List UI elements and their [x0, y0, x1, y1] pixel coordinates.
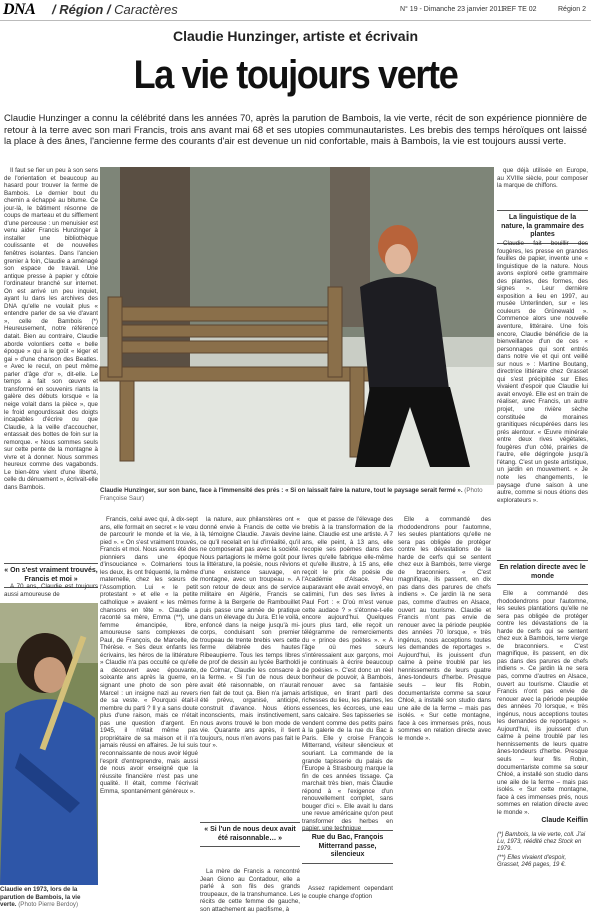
- body-column-6c: [497, 590, 588, 816]
- body-column-2: [100, 516, 198, 901]
- article-kicker: Claudie Hunzinger, artiste et écrivain: [172, 28, 419, 44]
- paragraph: Claudie fait bouillir des fougères, les presse en grandes feuilles de papier, invente une « linguistique de la nature. Nous avons exploré cette grammaire des plantes, des formes, des signes ». Leur dernière exposition a lieu en 1997, au musée Unterlinden, sur « les couleurs de Grünewald ». Commence alors une nouvelle aventure, littéraire. Une fois encore, Claudie bénéficie de la bienveillance d'un de ces « personnages qui sont entrés dans notre vie et qui ont veillé sur nous » : Martine Boutang, directrice littéraire chez Grasset qui s'est précipitée sur Elles vivaient d'espoir que Claudie lui avait envoyé. Elle est en train de réaliser, avec Francis, un autre projet, une rivière sèche constituée de moraines granitiques récupérées dans les prés alentour. « Œuvre minérale entre deux rives végétales, fougères d'un côté, prairies de l'autre, elle dégringole jusqu'à l'étang. C'est un geste artistique, un jardin en mouvement. « Je note les changements, le paysage d'une saison à une autre, comme si nous étions des explorateurs ».: [497, 240, 588, 504]
- footnotes: [497, 832, 588, 871]
- paragraph: La mère de Francis a rencontré Jean Giono au Contadour, elle a parlé à son fils des grands troupeaux, de la transhumance. Les récits de cette femme de gauche, son attachement au pacifisme, à: [200, 868, 300, 913]
- footnote: (*) Bambois, la vie verte, coll. J'ai Lu, 1973, réédité chez Stock en 1979.: [497, 832, 586, 852]
- body-column-5: [398, 516, 491, 904]
- paragraph: que et passe de l'élevage des brebis à la transformation de la laine. Claudie est une artiste. A 7 ans, elle peint, à 13 ans, elle recopie ses poèmes dans des livres qu'elle fabrique elle-même et qu'elle illustre, à 15 ans, elle reçoit le prix de poésie de l'Académie d'Alsace. Peu auparavant elle avait envoyé, en catimini, l'un des ses livres à Paul Fort : « D'où m'est venue cette audace ? » s'étonne-t-elle encore aujourd'hui. Quelques jours plus tard, elle reçoit un télégramme de remerciements du « prince des poètes ». « A l'âge où mes sœurs s'intéressaient aux garçons, moi je continuais à écrire beaucoup de poésies ». C'est donc un réel bonheur de pouvoir, à Bambois, renouer avec sa fantaisie artistique, en tirant parti des richesses du lieu, les plantes, les essences, les écorces, une eau sans calcaire. Ses tapisseries se vendent comme des petits pains à la galerie de la rue du Bac à Paris. Elle y croise François Mitterrand, visiteur silencieux et souriant. La commande de la grande tapisserie du palais de l'Europe à Strasbourg marque la fin de ces années tissage. Ça marchait très bien, mais Claudie répond à « l'exigence d'un renouvellement complet, sans bouger d'ici ». Elle avait lu dans une revue américaine qu'on peut transformer des herbes en papier, une technique: [302, 516, 393, 833]
- article-intro: Claudie Hunzinger a connu la célébrité dans les années 70, après la parution de Bambois, la vie verte, récit de son expérience pionnière de retour à la terre avec son mari Francis, trois ans avant mai 68 et ses utopies communautaristes. Les brebis des temps héroïques ont laissé la place à des ânes, l'ancienne ferme des courants d'air est devenue un nid confortable, mais à Bambois, la vie est toujours aussi verte.: [4, 112, 587, 147]
- section-name: / Région /: [52, 2, 111, 17]
- newspaper-logo: DNA: [3, 1, 36, 18]
- archive-photo-caption: [0, 886, 98, 909]
- page-ref: REF TE 02: [502, 6, 537, 13]
- caption-text: Claudie Hunzinger, sur son banc, face à l'immensité des prés : « Si on laissait faire la nature, tout le paysage serait fermé ».: [100, 487, 463, 494]
- paragraph: Assez rapidement cependant le couple change d'option: [302, 885, 393, 900]
- footnote: (**) Elles vivaient d'espoir, Grasset, 246 pages, 19 €.: [497, 855, 567, 868]
- article-title: La vie toujours verte: [133, 53, 458, 97]
- paragraph: Francis, celui avec qui, à dix-sept ans, elle formait en secret « le vœu de parcourir le monde et la vie, à pied ». « On s'est vraiment trouvés, Francis et moi. Nous avons été des pionniers dans une époque d'insouciance ». Colmariens tous les deux, ils ont fréquenté, la même maternelle, chez les sœurs de l'Assomption. Lui « le petit protestant » et elle « la petite catholique » avaient « les mêmes chansons en tête ». Claudie a raconté sa mère, Emma (**), une femme émancipée, libre, amoureuse sans complexes de Paul, de François, de Marcelle, de Thérèse. « Ses deux enfants les écrivains, les héros de la littérature » Claudie n'a pas occulté ce qu'elle a découvert avec épouvante, soixante ans après la guerre, en signant une photo de son père Marcel : un insigne nazi au revers de sa veste. « Pourquoi était-il membre du parti ? Il y a sans doute plus d'une raison, mais ce n'était pas une question d'argent. En 1945, il n'était même pas propriétaire de sa maison et il n'a jamais réussi en affaires. Je lui suis reconnaissante de nous avoir légué l'esprit d'entreprendre, mais aussi de nous avoir enseigné que la réussite financière n'est pas une qualité. Il était, comme l'écrivait Emma, spontanément généreux ».: [100, 516, 198, 795]
- paragraph: A 70 ans, Claudie est toujours aussi amoureuse de: [4, 583, 98, 598]
- paragraph: la nature, aux philanstères ont « donné envie à Francis de cette vie là, témoigne Claudie. J'avais devine ce qu'il recelait en lui d'irréalité, qu'il ne composerait pas avec la société. Nous partagions le même goût pour la littérature, la poésie, nous rêvions d'une existence sauvage, en montagne, avec un troupeau ». A son retour de deux ans de service militaire en Algérie, Francis se forme à la Bergerie de Rambouillet puis passe une année de pratique dans un élevage du Jura. Et le voilà, enfoncé dans la neige jusqu'à mi-corps, conduisant son premier troupeau de trente brebis vers cette ferme délabrée des hautes Ribeaupierre. Tous les temps libres de prof de dessin au lycée Bartholdi de Colmar, Claudie les consacre à la ferme. « Si l'un de nous deux avait été raisonnable, on n'aurait rien fait de tout ça. Bien n'a jamais été prévu, organisé, anticipé, construit d'avance. Nous étions inconscients, mais instinctivement, nous avons trouvé le bon mode de vie. Quarante ans après, il tient toujours, nous n'en avons pas fait le tour ».: [200, 516, 300, 750]
- body-column-6: [497, 167, 588, 209]
- subheading-box: En relation directe avec le monde: [497, 560, 588, 585]
- paragraph: Il faut se fier un peu à son sens de l'orientation et beaucoup au hasard pour trouver la ferme de Bambois. Le dernier bout du chemin a échappé au bitume. Ce jour-là, le bâtiment résonne de coups de marteau et du sifflement d'une perceuse : un menuisier est venu aider Francis Hunzinger à installer une bibliothèque coulissante et de nouvelles fenêtres isolantes. Dans l'ancien grenier à foin, Claudie a aménagé son espace de travail. Une antique presse à papier y côtoie l'ordinateur branché sur internet. On est arrivé un peu inquiet, ayant lu dans les archives des DNA qu'elle ne voulait plus « entendre parler de sa vie d'avant », celle de Bambois (*) Heureusement, notre référence datait. Bien au contraire, Claudie aborde volontiers cette « belle époque » qui a le goût « léger et gai » d'une chanson des Beatles. « Avec le recul, on peut même parler d'âge d'or », dit-elle. Le temps a fait son œuvre et transformé en souvenirs riants la galère des débuts lorsque « la neige volait dans la pièce », que le froid engourdissait des doigts incapables d'écrire ou que Claudie, à la veille d'accoucher, entassait des bottes de foin sur la remorque. « Nous sommes seuls sur cette pente de la montagne à vivre et à donner. Nous sommes heureux comme des vagabonds. Le bien-être vient d'une liberté, celle du dénuement », écrivait-elle dans Bambois.: [4, 167, 98, 491]
- issue-info: N° 19 - Dimanche 23 janvier 2011: [400, 6, 505, 13]
- subsection-name: Caractères: [114, 2, 178, 17]
- body-column-3: [200, 516, 300, 816]
- main-photo-caption: [100, 487, 494, 502]
- subheading-box: « On s'est vraiment trouvés, Francis et moi »: [4, 563, 98, 588]
- body-column-1b: [4, 583, 98, 601]
- subheading-box: Rue du Bac, François Mitterrand passe, silencieux: [302, 830, 393, 864]
- paragraph: que déjà utilisée en Europe, au XVIIIe siècle, pour composer la marque de chiffons.: [497, 167, 588, 190]
- bench-scene-image: [100, 167, 494, 485]
- edition-label: Région 2: [558, 6, 587, 13]
- page-header: [0, 0, 591, 21]
- archive-portrait-image: [0, 603, 98, 885]
- photo-credit: (Photo Pierre Berdoy): [18, 901, 79, 908]
- body-column-1: [4, 167, 98, 559]
- paragraph: Elle a commandé des rhododendrons pour l'automne, les seules plantations qu'elle ne sera pas obligée de protéger contre les dévastations de la harde de cerfs qui se sentent chez eux à Bambois, terre vierge de braconniers. « C'est magnifique, ils passent, en dix pas dans des parures de chefs indiens ». Ce jardin là ne sera pas, comme d'autres en Alsace, ouvert au tourisme. Claudie et Francis n'ont pas envie de renouer avec la période peuplée des années 70 lorsque, « très ingénus, nous acceptions toutes les demandes de reportages ». Aujourd'hui, ils jouissent d'un calme à peine troublé par les hennissements de leurs quatre ânes-tondeurs d'herbe. Presque seuls – leur fils Robin, documentariste comme sa sœur Chloé, a installé son studio dans une aile de la ferme – mais pas isolés. « Sur cette montagne, face à ces immenses prés, nous sommes en relation directe avec le monde ».: [398, 516, 491, 742]
- author-signature: Claude Keiflin: [541, 817, 588, 824]
- subheading-box: « Si l'un de nous deux avait été raisonnable… »: [200, 822, 300, 847]
- body-column-4: [302, 516, 393, 833]
- caption-text: Claudie en 1973, lors de la parution de Bambois, la vie verte.: [0, 886, 81, 908]
- body-column-3b: [200, 868, 300, 913]
- paragraph: Elle a commandé des rhododendrons pour l'automne, les seules plantations qu'elle ne sera pas obligée de protéger contre les dévastations de la harde de cerfs qui se sentent chez eux à Bambois, terre vierge de braconniers. « C'est magnifique, ils passent, en dix pas dans des parures de chefs indiens ». Ce jardin là ne sera pas, comme d'autres en Alsace, ouvert au tourisme. Claudie et Francis n'ont pas envie de renouer avec la période peuplée des années 70 lorsque, « très ingénus, nous acceptions toutes les demandes de reportages ». Aujourd'hui, ils jouissent d'un calme à peine troublé par les hennissements de leurs quatre ânes-tondeurs d'herbe. Presque seuls – leur fils Robin, documentariste comme sa sœur Chloé, a installé son studio dans une aile de la ferme – mais pas isolés. « Sur cette montagne, face à ces immenses prés, nous sommes en relation directe avec le monde ».: [497, 590, 588, 816]
- main-photo: [100, 167, 494, 485]
- archive-photo: [0, 603, 98, 885]
- photo-credit: (Photo Françoise Saur): [100, 487, 483, 502]
- subheading-box: La linguistique de la nature, la grammaire des plantes: [497, 210, 588, 244]
- body-column-4b: [302, 885, 393, 903]
- section-label: [52, 2, 178, 17]
- body-column-6b: [497, 240, 588, 558]
